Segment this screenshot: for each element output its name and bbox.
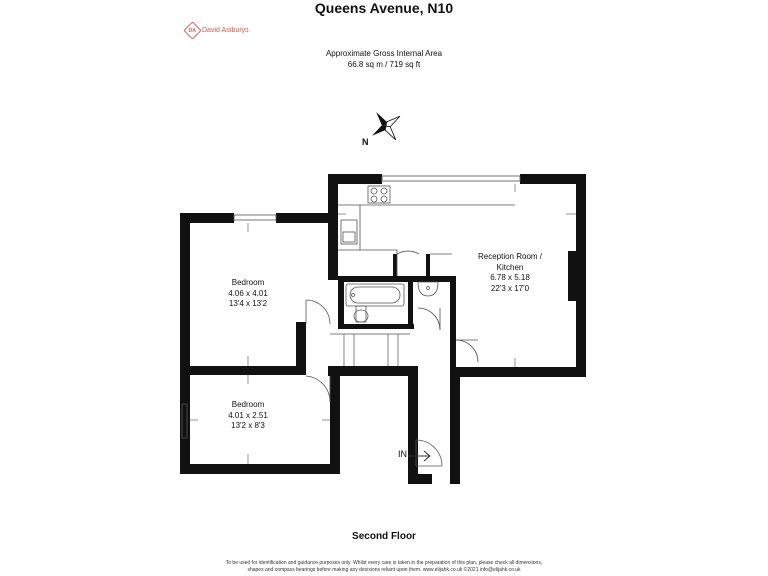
entrance-label: IN — [398, 449, 407, 459]
stairs — [330, 334, 410, 366]
plan-title: Queens Avenue, N10 — [314, 0, 454, 16]
disclaimer: To be used for identification and guidance purposes only. Whilst every care is taken in the preparation of this plan, please check all dimensions, shapes and compass bearings before making any decisions reliant upon them. www.elijahk.co.uk ©2021 info@elijahk.co.uk — [225, 560, 543, 573]
area-value: 66.8 sq m / 719 sq ft — [347, 60, 421, 69]
room-label-bedroom-1: Bedroom 4.06 x 4.01 13'4 x 13'2 — [228, 278, 268, 308]
brand-name: David Astburys — [202, 27, 249, 34]
floor-label: Second Floor — [352, 531, 416, 542]
area-title: Approximate Gross Internal Area — [325, 49, 443, 58]
bathroom-fixtures — [346, 282, 438, 322]
room-label-reception: Reception Room / Kitchen 6.78 x 5.18 22'3 x 17'0 — [477, 252, 543, 293]
logo-mark-icon: DA — [183, 21, 201, 39]
compass-north-label: N — [362, 137, 369, 147]
walls — [180, 174, 586, 484]
room-label-bedroom-2: Bedroom 4.01 x 2.51 13'2 x 8'3 — [228, 400, 268, 430]
